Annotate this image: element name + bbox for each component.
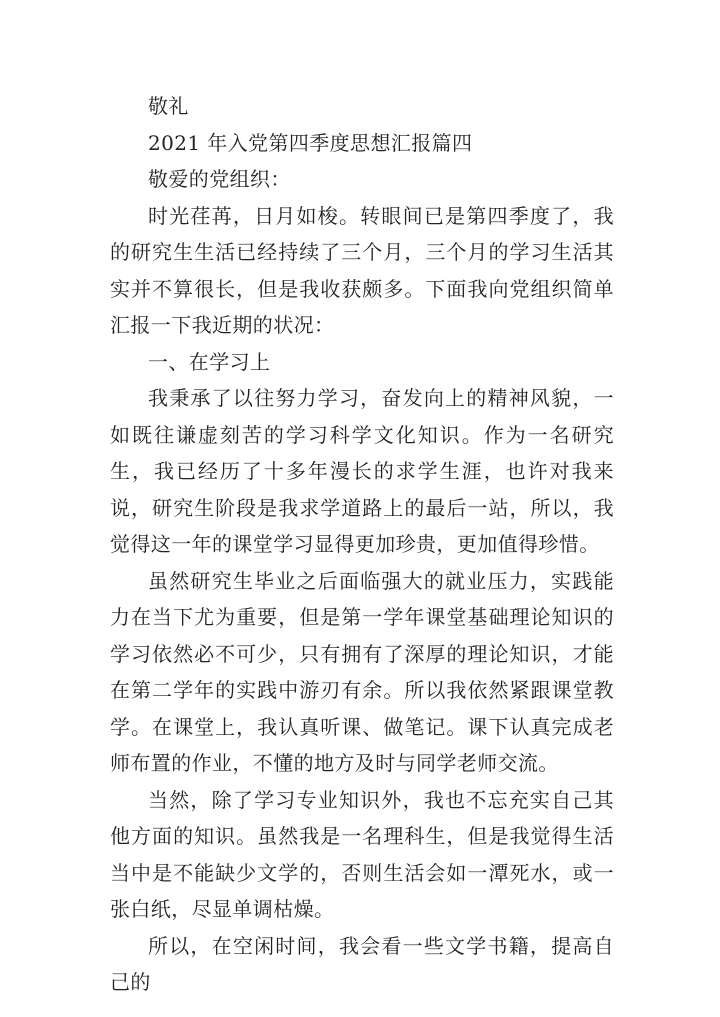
paragraph-theory-practice: 虽然研究生毕业之后面临强大的就业压力，实践能力在当下尤为重要，但是第一学年课堂基础理论知识的学习依然必不可少，只有拥有了深厚的理论知识，才能在第二学年的实践中游刃有余。所以我依然紧跟课堂教学。在课堂上，我认真听课、做笔记。课下认真完成老师布置的作业，不懂的地方及时与同学老师交流。 [110, 568, 614, 775]
paragraph-spare-time: 所以，在空闲时间，我会看一些文学书籍，提高自己的 [110, 933, 614, 994]
paragraph-study-attitude: 我秉承了以往努力学习，奋发向上的精神风貌，一如既往谦虚刻苦的学习科学文化知识。作为一名研究生，我已经历了十多年漫长的求学生涯，也许对我来说，研究生阶段是我求学道路上的最后一站，所以，我觉得这一年的课堂学习显得更加珍贵，更加值得珍惜。 [110, 386, 614, 556]
document-heading: 2021 年入党第四季度思想汇报篇四 [148, 130, 473, 155]
document-body [110, 88, 614, 1001]
salutation-line: 敬爱的党组织： [148, 167, 291, 191]
paragraph-intro: 时光荏苒，日月如梭。转眼间已是第四季度了，我的研究生生活已经持续了三个月，三个月的学习生活其实并不算很长，但是我收获颇多。下面我向党组织简单汇报一下我近期的状况： [110, 203, 614, 337]
closing-line: 敬礼 [148, 94, 189, 118]
section-heading-study: 一、在学习上 [148, 349, 271, 374]
paragraph-other-knowledge: 当然，除了学习专业知识外，我也不忘充实自己其他方面的知识。虽然我是一名理科生，但是我觉得生活当中是不能缺少文学的，否则生活会如一潭死水，或一张白纸，尽显单调枯燥。 [110, 787, 614, 921]
